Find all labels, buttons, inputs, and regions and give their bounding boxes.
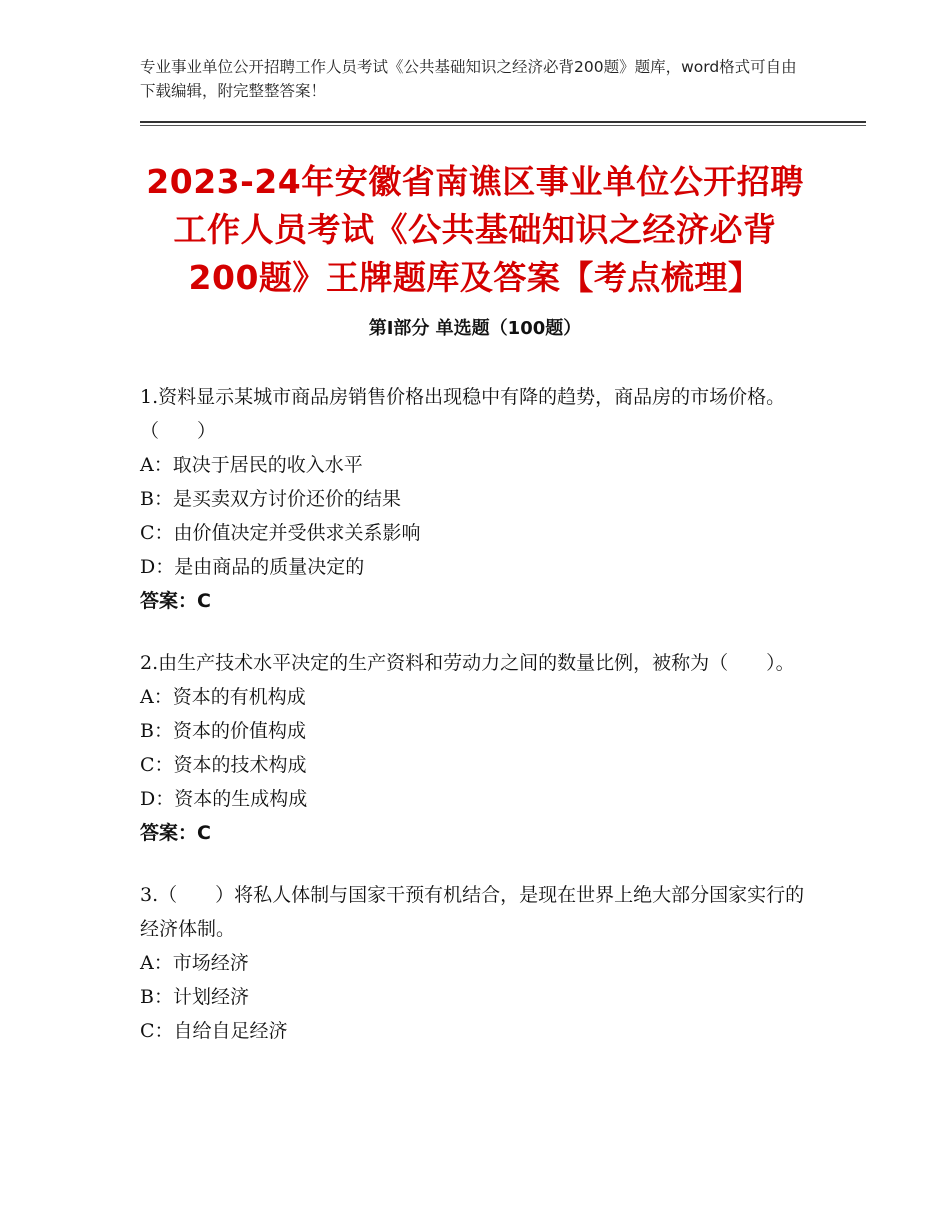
document-title [130,158,820,302]
option-d: D：是由商品的质量决定的 [140,556,365,578]
title-line: 工作人员考试《公共基础知识之经济必背 [173,210,777,249]
question-stem: 3.（ ）将私人体制与国家干预有机结合，是现在世界上绝大部分国家实行的经济体制。 [140,884,805,940]
option-c: C：由价值决定并受供求关系影响 [140,522,421,544]
title-line: 2023-24年安徽省南谯区事业单位公开招聘 [146,162,804,201]
question-2 [140,646,820,850]
header-note: 专业事业单位公开招聘工作人员考试《公共基础知识之经济必背200题》题库，word格式可自由下载编辑，附完整整答案！ [140,58,797,100]
option-b: B：是买卖双方讨价还价的结果 [140,488,401,510]
header-divider-thick [140,121,866,123]
header-divider-thin [140,125,866,126]
option-a: A：取决于居民的收入水平 [140,454,363,476]
question-stem: 2.由生产技术水平决定的生产资料和劳动力之间的数量比例，被称为（ ）。 [140,652,795,674]
question-list [140,380,820,1076]
answer: 答案：C [140,822,211,844]
option-a: A：资本的有机构成 [140,686,306,708]
option-d: D：资本的生成构成 [140,788,308,810]
option-a: A：市场经济 [140,952,249,974]
section-heading: 第Ⅰ部分 单选题（100题） [368,318,582,339]
option-c: C：自给自足经济 [140,1020,288,1042]
answer: 答案：C [140,590,211,612]
question-stem: 1.资料显示某城市商品房销售价格出现稳中有降的趋势，商品房的市场价格。（ ） [140,386,786,442]
title-line: 200题》王牌题库及答案【考点梳理】 [188,258,762,297]
option-b: B：资本的价值构成 [140,720,306,742]
option-b: B：计划经济 [140,986,249,1008]
question-3 [140,878,820,1048]
option-c: C：资本的技术构成 [140,754,307,776]
question-1 [140,380,820,618]
